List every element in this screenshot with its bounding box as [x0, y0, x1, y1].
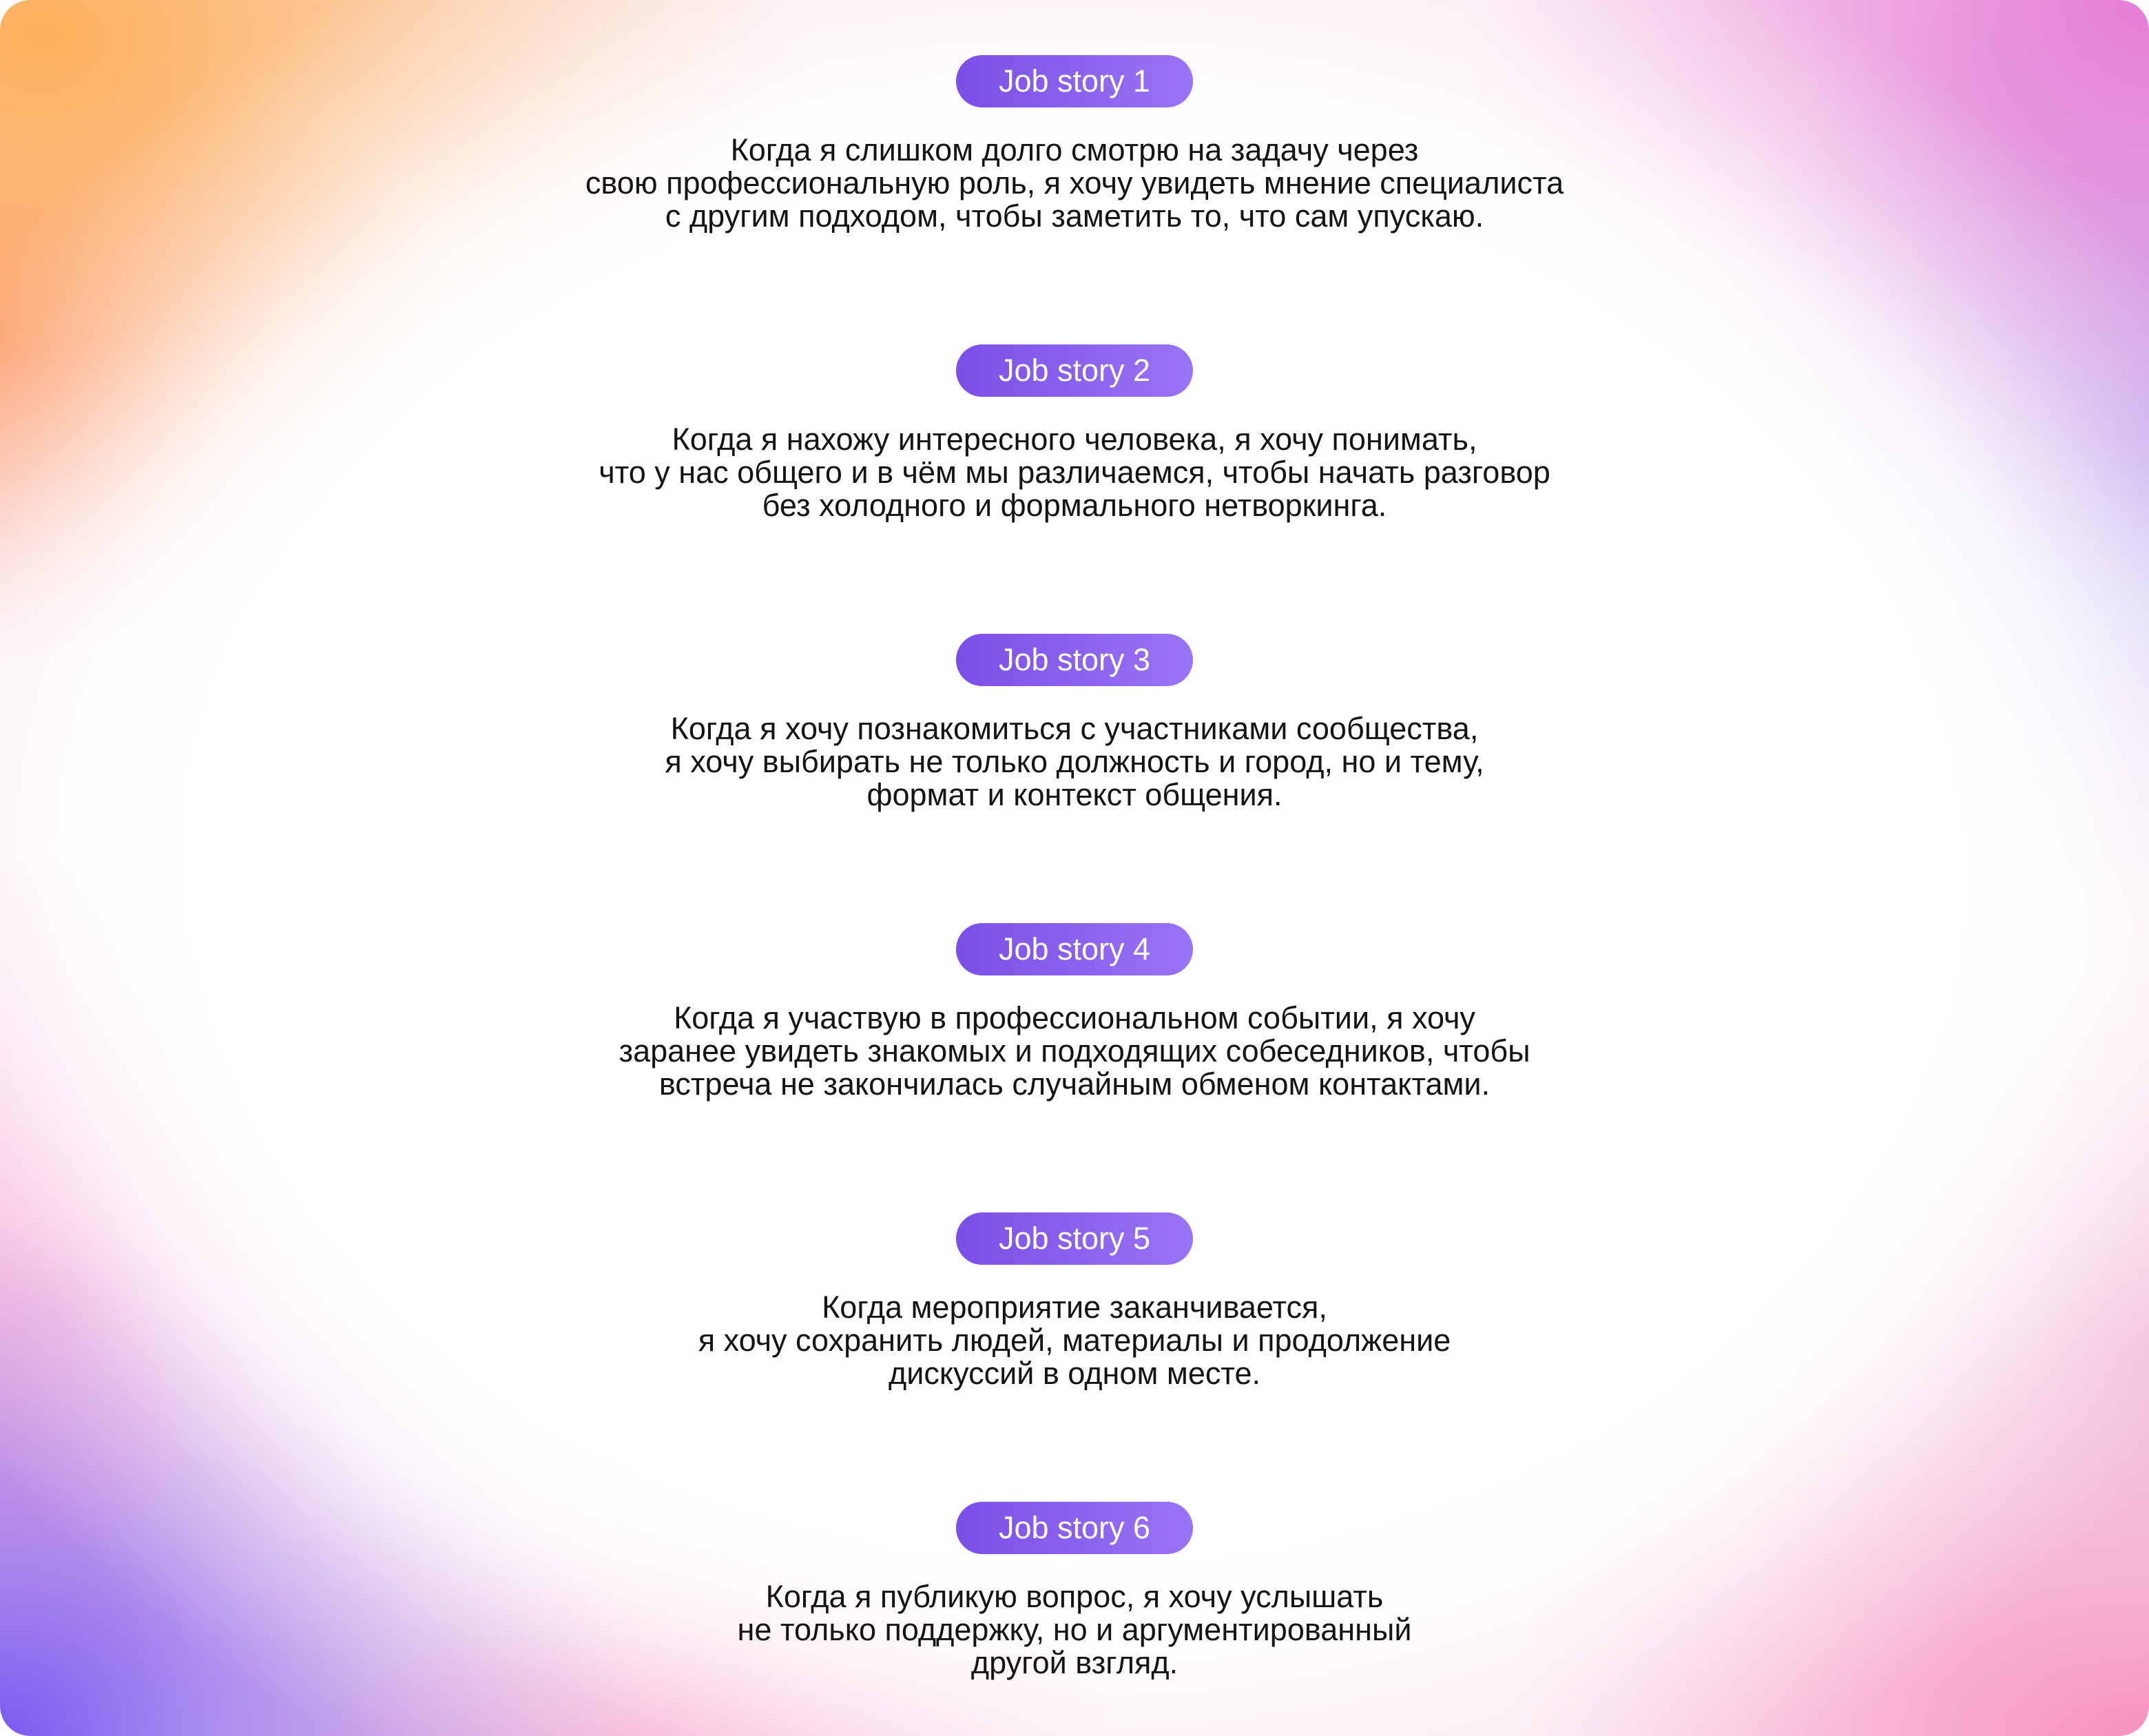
job-story-badge: Job story 6 — [956, 1502, 1193, 1554]
job-stories-list — [0, 55, 2149, 1736]
job-story-1 — [0, 55, 2149, 344]
job-story-line: Когда я нахожу интересного человека, я хочу понимать, — [672, 422, 1477, 457]
job-story-line: Когда я хочу познакомиться с участниками сообщества, — [670, 711, 1479, 746]
job-story-line: не только поддержку, но и аргументированный — [737, 1612, 1412, 1647]
job-story-line: Когда я участвую в профессиональном событии, я хочу — [674, 1000, 1475, 1035]
job-story-text — [698, 1291, 1451, 1390]
job-story-line: дискуссий в одном месте. — [889, 1356, 1260, 1391]
job-story-line: другой взгляд. — [970, 1645, 1179, 1680]
job-story-line: что у нас общего и в чём мы различаемся, чтобы начать разговор — [599, 455, 1550, 490]
job-story-text — [619, 1002, 1530, 1101]
job-story-badge: Job story 2 — [956, 344, 1193, 397]
job-story-badge: Job story 5 — [956, 1212, 1193, 1265]
job-story-text — [599, 423, 1550, 522]
job-story-5 — [0, 1212, 2149, 1502]
job-story-badge: Job story 3 — [956, 634, 1193, 686]
job-story-2 — [0, 344, 2149, 634]
job-story-badge: Job story 1 — [956, 55, 1193, 107]
job-story-line: Когда я публикую вопрос, я хочу услышать — [765, 1579, 1384, 1614]
job-story-line: я хочу выбирать не только должность и город, но и тему, — [665, 744, 1484, 779]
job-story-6 — [0, 1502, 2149, 1736]
job-story-line: формат и контекст общения. — [866, 777, 1283, 812]
job-story-line: с другим подходом, чтобы заметить то, что сам упускаю. — [665, 198, 1484, 234]
job-story-text — [738, 1580, 1412, 1680]
job-story-3 — [0, 634, 2149, 923]
job-story-badge: Job story 4 — [956, 923, 1193, 975]
job-story-text — [665, 712, 1484, 812]
job-story-line: заранее увидеть знакомых и подходящих собеседников, чтобы — [619, 1033, 1530, 1068]
job-story-line: свою профессиональную роль, я хочу увидеть мнение специалиста — [585, 165, 1564, 200]
job-story-line: Когда мероприятие заканчивается, — [822, 1290, 1327, 1325]
job-story-4 — [0, 923, 2149, 1212]
job-story-line: без холодного и формального нетворкинга. — [762, 488, 1387, 523]
job-story-line: я хочу сохранить людей, материалы и продолжение — [698, 1323, 1451, 1358]
job-story-line: Когда я слишком долго смотрю на задачу через — [730, 132, 1419, 167]
job-story-text — [585, 134, 1564, 233]
job-story-line: встреча не закончилась случайным обменом контактами. — [658, 1066, 1491, 1102]
